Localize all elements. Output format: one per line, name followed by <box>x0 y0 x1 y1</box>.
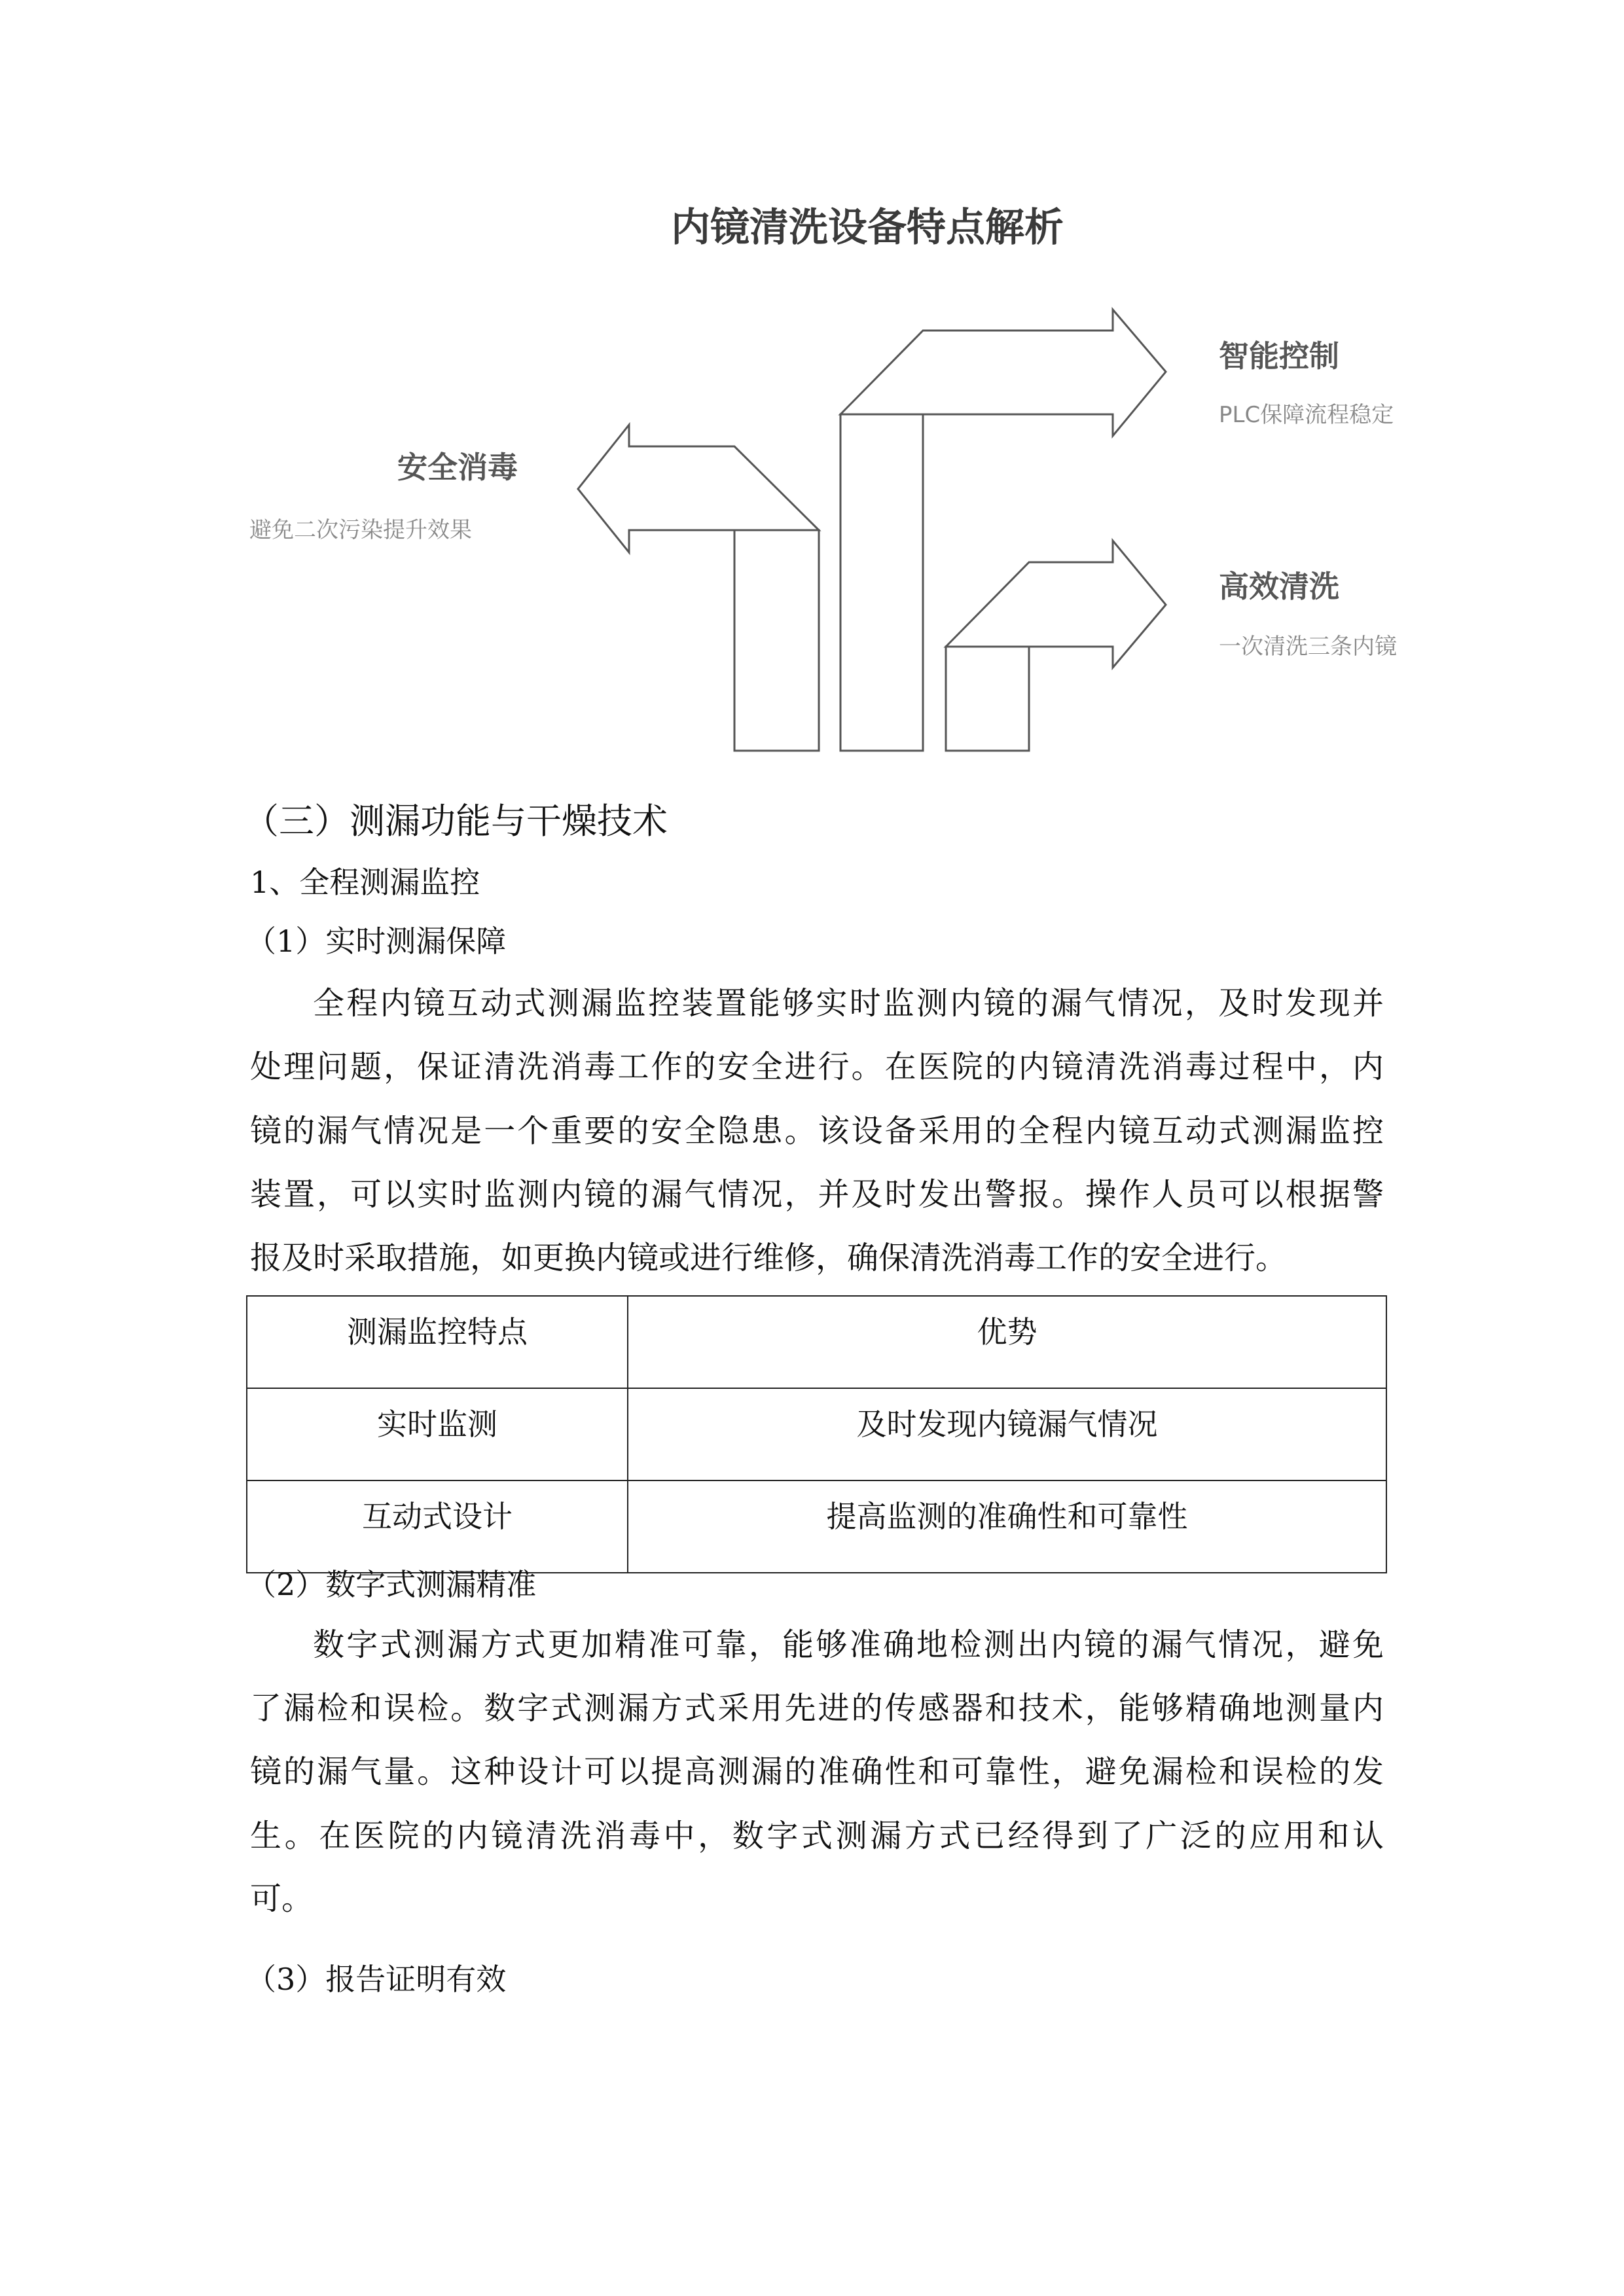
paragraph-line: 了漏检和误检。数字式测漏方式采用先进的传感器和技术，能够精确地测量内 <box>250 1690 1384 1727</box>
arrows-diagram <box>0 0 1624 785</box>
paragraph-line: 生。在医院的内镜清洗消毒中，数字式测漏方式已经得到了广泛的应用和认 <box>250 1818 1384 1854</box>
smart-control-subtitle: PLC保障流程稳定 <box>1219 402 1394 428</box>
paragraph-line: 可。 <box>250 1880 314 1917</box>
table-header-cell: 测漏监控特点 <box>247 1296 628 1388</box>
middle-column <box>840 414 923 751</box>
efficient-cleaning-subtitle: 一次清洗三条内镜 <box>1219 634 1397 660</box>
table-row <box>247 1480 1386 1573</box>
paragraph-line: 镜的漏气情况是一个重要的安全隐患。该设备采用的全程内镜互动式测漏监控 <box>250 1113 1384 1149</box>
item-heading-3: （3）报告证明有效 <box>246 1962 507 1997</box>
paragraph-line: 装置，可以实时监测内镜的漏气情况，并及时发出警报。操作人员可以根据警 <box>250 1176 1384 1213</box>
table-cell: 实时监测 <box>247 1388 628 1480</box>
safe-disinfection-subtitle: 避免二次污染提升效果 <box>249 517 472 543</box>
middle-arrow-icon <box>840 310 1166 436</box>
safe-disinfection-heading: 安全消毒 <box>397 450 518 485</box>
paragraph-line: 处理问题，保证清洗消毒工作的安全进行。在医院的内镜清洗消毒过程中，内 <box>250 1049 1384 1085</box>
right-column <box>946 647 1029 751</box>
left-arrow-icon <box>578 425 819 552</box>
section-heading: （三）测漏功能与干燥技术 <box>244 800 668 842</box>
table-row <box>247 1388 1386 1480</box>
efficient-cleaning-heading: 高效清洗 <box>1219 569 1339 604</box>
table-header-cell: 优势 <box>628 1296 1386 1388</box>
item-heading-1: （1）实时测漏保障 <box>246 924 507 959</box>
left-column <box>734 530 819 751</box>
table-header-row <box>247 1296 1386 1388</box>
paragraph-line: 数字式测漏方式更加精准可靠，能够准确地检测出内镜的漏气情况，避免 <box>313 1626 1384 1663</box>
smart-control-heading: 智能控制 <box>1219 338 1339 374</box>
paragraph-line: 镜的漏气量。这种设计可以提高测漏的准确性和可靠性，避免漏检和误检的发 <box>250 1753 1384 1790</box>
right-arrow-icon <box>946 541 1166 668</box>
table-cell: 提高监测的准确性和可靠性 <box>628 1480 1386 1573</box>
item-heading-2: （2）数字式测漏精准 <box>246 1567 537 1602</box>
table-cell: 互动式设计 <box>247 1480 628 1573</box>
paragraph-line: 全程内镜互动式测漏监控装置能够实时监测内镜的漏气情况，及时发现并 <box>313 985 1384 1022</box>
diagram-title: 内镜清洗设备特点解析 <box>671 205 1064 251</box>
paragraph-line: 报及时采取措施，如更换内镜或进行维修，确保清洗消毒工作的安全进行。 <box>250 1240 1288 1276</box>
leak-monitor-table <box>246 1295 1387 1573</box>
table-cell: 及时发现内镜漏气情况 <box>628 1388 1386 1480</box>
subsection-heading: 1、全程测漏监控 <box>250 865 480 900</box>
